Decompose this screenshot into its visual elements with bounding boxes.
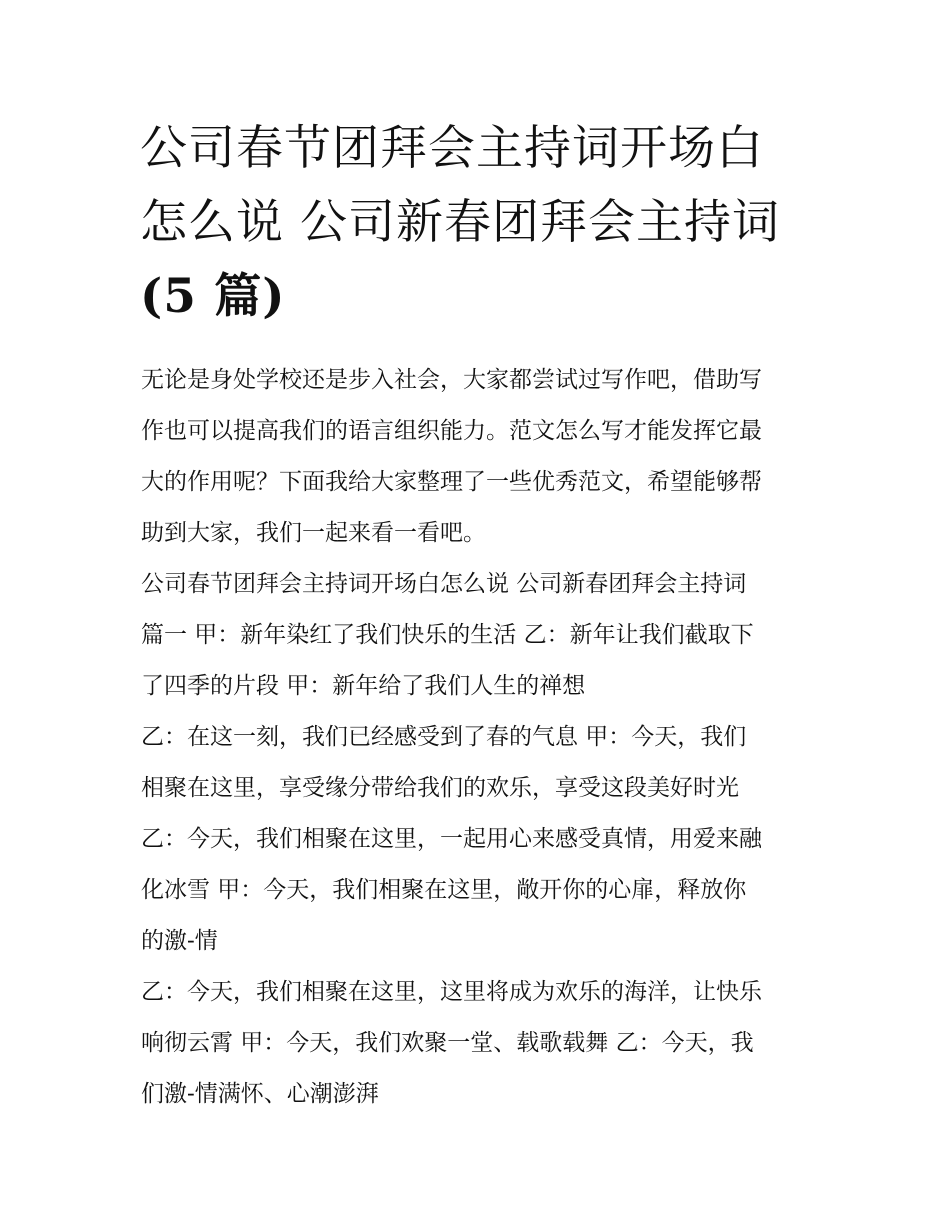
body-line: 的激-情: [141, 928, 218, 954]
body-line: 了四季的片段 甲：新年给了我们人生的禅想: [141, 673, 586, 699]
title-line: (5 篇): [140, 269, 286, 324]
body-line: 无论是身处学校还是步入社会，大家都尝试过写作吧，借助写: [141, 367, 762, 393]
document-title: [140, 112, 820, 334]
body-line: 化冰雪 甲：今天，我们相聚在这里，敞开你的心扉，释放你: [141, 877, 747, 903]
body-line: 乙：今天，我们相聚在这里，一起用心来感受真情，用爱来融: [141, 826, 762, 852]
body-line: 篇一 甲：新年染红了我们快乐的生活 乙：新年让我们截取下: [141, 622, 754, 648]
body-line: 响彻云霄 甲：今天，我们欢聚一堂、载歌载舞 乙：今天，我: [141, 1030, 754, 1056]
body-line: 乙：在这一刻，我们已经感受到了春的气息 甲：今天，我们: [141, 724, 747, 750]
document-body: [141, 355, 821, 1120]
title-line: 怎么说 公司新春团拜会主持词: [140, 195, 780, 250]
body-line: 作也可以提高我们的语言组织能力。范文怎么写才能发挥它最: [141, 418, 762, 444]
body-line: 相聚在这里，享受缘分带给我们的欢乐，享受这段美好时光: [141, 775, 739, 801]
title-line: 公司春节团拜会主持词开场白: [140, 121, 764, 176]
body-line: 公司春节团拜会主持词开场白怎么说 公司新春团拜会主持词: [141, 571, 747, 597]
body-line: 大的作用呢？下面我给大家整理了一些优秀范文，希望能够帮: [141, 469, 762, 495]
body-line: 乙：今天，我们相聚在这里，这里将成为欢乐的海洋，让快乐: [141, 979, 762, 1005]
body-line: 们激-情满怀、心潮澎湃: [141, 1081, 379, 1107]
body-line: 助到大家，我们一起来看一看吧。: [141, 520, 486, 546]
